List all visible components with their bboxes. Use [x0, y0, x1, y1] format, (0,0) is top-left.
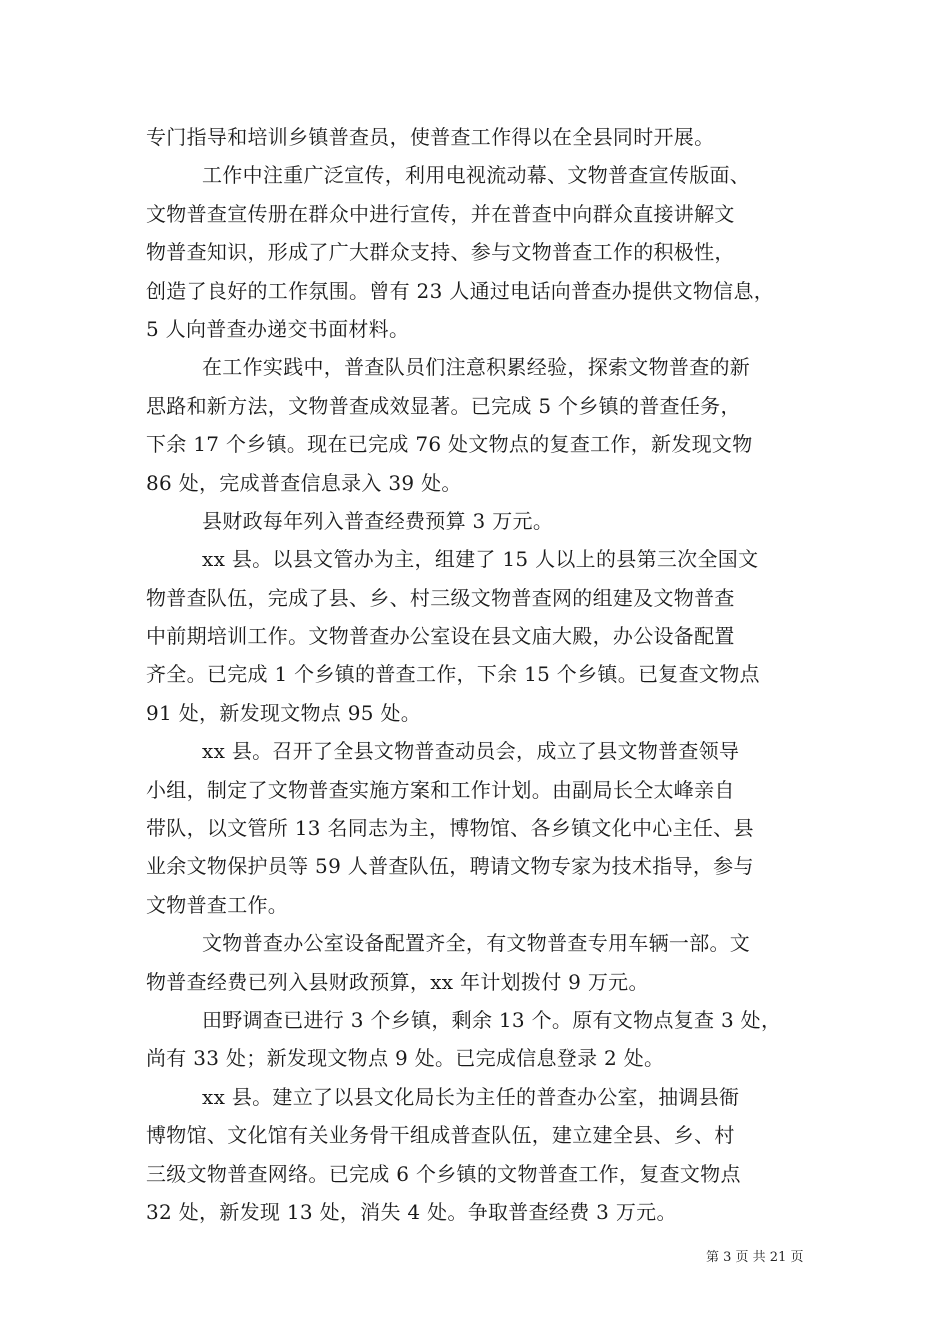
text-line: 带队，以文管所 13 名同志为主，博物馆、各乡镇文化中心主任、县: [146, 816, 754, 841]
text-line: 32 处，新发现 13 处，消失 4 处。争取普查经费 3 万元。: [146, 1199, 677, 1224]
text-line: 物普查经费已列入县财政预算，xx 年计划拨付 9 万元。: [146, 969, 649, 994]
text-line: 物普查知识，形成了广大群众支持、参与文物普查工作的积极性，: [146, 240, 735, 265]
text-line: 物普查队伍，完成了县、乡、村三级文物普查网的组建及文物普查: [146, 585, 735, 610]
text-line: xx 县。以县文管办为主，组建了 15 人以上的县第三次全国文: [202, 547, 759, 572]
text-line: 思路和新方法，文物普查成效显著。已完成 5 个乡镇的普查任务，: [146, 393, 741, 418]
page-number: 第 3 页 共 21 页: [706, 1250, 804, 1265]
text-line: 齐全。已完成 1 个乡镇的普查工作，下余 15 个乡镇。已复查文物点: [146, 662, 760, 687]
text-line: 工作中注重广泛宣传，利用电视流动幕、文物普查宣传版面、: [202, 163, 751, 188]
text-line: 在工作实践中，普查队员们注意积累经验，探索文物普查的新: [202, 355, 751, 380]
text-line: 业余文物保护员等 59 人普查队伍，聘请文物专家为技术指导，参与: [146, 854, 754, 879]
text-line: 专门指导和培训乡镇普查员，使普查工作得以在全县同时开展。: [146, 125, 715, 149]
text-line: 5 人向普查办递交书面材料。: [146, 316, 410, 341]
text-line: 文物普查办公室设备配置齐全，有文物普查专用车辆一部。文: [202, 931, 751, 956]
text-line: 县财政每年列入普查经费预算 3 万元。: [202, 508, 554, 533]
text-line: 三级文物普查网络。已完成 6 个乡镇的文物普查工作，复查文物点: [146, 1161, 741, 1186]
text-line: 下余 17 个乡镇。现在已完成 76 处文物点的复查工作，新发现文物: [146, 432, 753, 457]
text-line: 博物馆、文化馆有关业务骨干组成普查队伍，建立建全县、乡、村: [146, 1123, 735, 1148]
text-line: 尚有 33 处；新发现文物点 9 处。已完成信息登录 2 处。: [146, 1046, 665, 1071]
document-body: [146, 118, 826, 1231]
text-line: 91 处，新发现文物点 95 处。: [146, 700, 422, 725]
text-line: 中前期培训工作。文物普查办公室设在县文庙大殿，办公设备配置: [146, 624, 735, 649]
text-line: 文物普查工作。: [146, 892, 289, 917]
text-line: xx 县。建立了以县文化局长为主任的普查办公室，抽调县衙: [202, 1084, 740, 1109]
text-line: 86 处，完成普查信息录入 39 处。: [146, 470, 462, 495]
text-line: 小组，制定了文物普查实施方案和工作计划。由副局长仝太峰亲自: [146, 777, 735, 802]
text-line: 创造了良好的工作氛围。曾有 23 人通过电话向普查办提供文物信息，: [146, 278, 775, 303]
text-line: xx 县。召开了全县文物普查动员会，成立了县文物普查领导: [202, 739, 740, 764]
text-line: 文物普查宣传册在群众中进行宣传，并在普查中向群众直接讲解文: [146, 201, 735, 226]
text-line: 田野调查已进行 3 个乡镇，剩余 13 个。原有文物点复查 3 处，: [202, 1007, 782, 1032]
